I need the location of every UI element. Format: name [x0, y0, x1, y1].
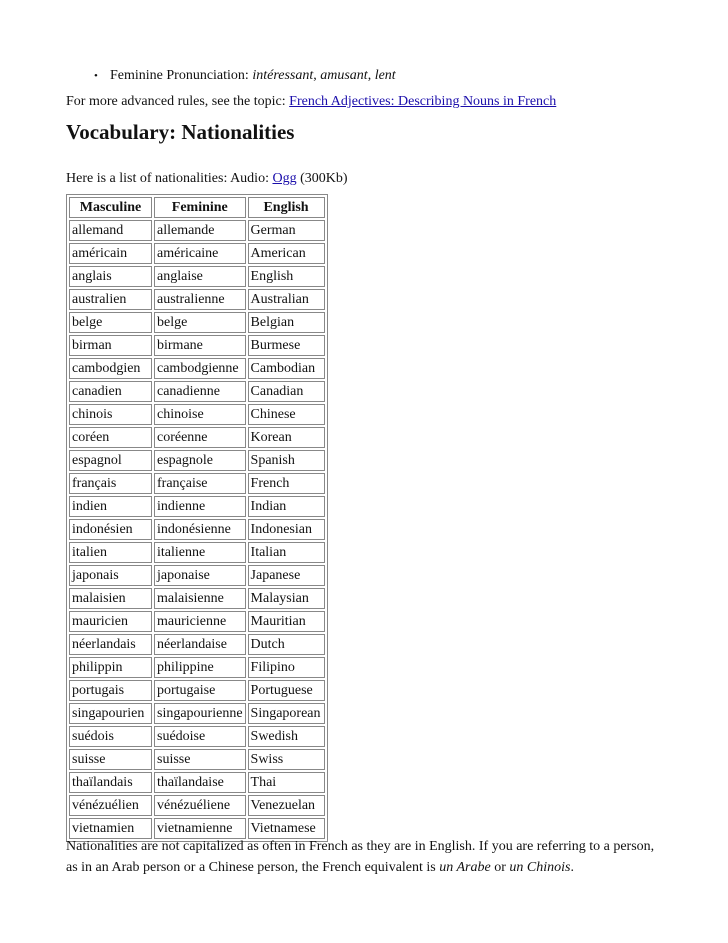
table-row — [69, 795, 325, 816]
table-row — [69, 335, 325, 356]
english-cell: American — [248, 243, 325, 264]
english-cell: Japanese — [248, 565, 325, 586]
audio-ogg-link[interactable]: Ogg — [272, 171, 297, 186]
word-2: amusant — [320, 68, 368, 83]
table-row — [69, 772, 325, 793]
masculine-cell: thaïlandais — [69, 772, 152, 793]
table-row — [69, 749, 325, 770]
masculine-cell: indien — [69, 496, 152, 517]
feminine-cell: vénézuéliene — [154, 795, 246, 816]
advanced-rules-line — [66, 94, 556, 110]
table-row — [69, 243, 325, 264]
table-row — [69, 611, 325, 632]
feminine-cell: singapourienne — [154, 703, 246, 724]
audio-size: (300Kb) — [296, 171, 348, 186]
nationalities-table — [66, 194, 328, 842]
table-row — [69, 289, 325, 310]
table-row — [69, 726, 325, 747]
english-cell: Korean — [248, 427, 325, 448]
english-cell: Burmese — [248, 335, 325, 356]
feminine-cell: indienne — [154, 496, 246, 517]
masculine-cell: mauricien — [69, 611, 152, 632]
masculine-cell: belge — [69, 312, 152, 333]
english-cell: Singaporean — [248, 703, 325, 724]
english-cell: Thai — [248, 772, 325, 793]
english-cell: Dutch — [248, 634, 325, 655]
table-row — [69, 657, 325, 678]
english-cell: Swiss — [248, 749, 325, 770]
feminine-cell: indonésienne — [154, 519, 246, 540]
table-row — [69, 266, 325, 287]
english-cell: Swedish — [248, 726, 325, 747]
outro-example-1: un Arabe — [439, 860, 491, 875]
feminine-cell: suisse — [154, 749, 246, 770]
masculine-cell: portugais — [69, 680, 152, 701]
masculine-cell: anglais — [69, 266, 152, 287]
outro-text: Nationalities are not capitalized as often in French as they are in English. If you are referring to a person, as in an Arab person or a Chinese person, the French equivalent is — [66, 839, 655, 875]
table-row — [69, 588, 325, 609]
advanced-text: For more advanced rules, see the topic: — [66, 94, 290, 109]
english-cell: Spanish — [248, 450, 325, 471]
feminine-cell: vietnamienne — [154, 818, 246, 839]
feminine-cell: néerlandaise — [154, 634, 246, 655]
feminine-cell: anglaise — [154, 266, 246, 287]
english-cell: Italian — [248, 542, 325, 563]
english-cell: Venezuelan — [248, 795, 325, 816]
masculine-cell: chinois — [69, 404, 152, 425]
table-row — [69, 450, 325, 471]
english-cell: German — [248, 220, 325, 241]
feminine-cell: birmane — [154, 335, 246, 356]
masculine-cell: philippin — [69, 657, 152, 678]
feminine-cell: portugaise — [154, 680, 246, 701]
section-heading: Vocabulary: Nationalities — [66, 120, 295, 144]
table-row — [69, 703, 325, 724]
masculine-cell: canadien — [69, 381, 152, 402]
masculine-cell: français — [69, 473, 152, 494]
masculine-cell: néerlandais — [69, 634, 152, 655]
outro-mid: or — [490, 860, 510, 875]
header-feminine: Feminine — [154, 197, 246, 218]
advanced-link[interactable]: French Adjectives: Describing Nouns in French — [289, 94, 557, 109]
masculine-cell: malaisien — [69, 588, 152, 609]
feminine-cell: coréenne — [154, 427, 246, 448]
bullet-icon: • — [94, 70, 98, 82]
pronunciation-bullet: • Feminine Pronunciation: intéressant, amusant, lent — [94, 68, 396, 83]
masculine-cell: suisse — [69, 749, 152, 770]
english-cell: Chinese — [248, 404, 325, 425]
table-row — [69, 427, 325, 448]
feminine-cell: australienne — [154, 289, 246, 310]
closing-paragraph — [66, 836, 666, 878]
english-cell: Indian — [248, 496, 325, 517]
feminine-cell: espagnole — [154, 450, 246, 471]
masculine-cell: birman — [69, 335, 152, 356]
english-cell: Vietnamese — [248, 818, 325, 839]
feminine-cell: philippine — [154, 657, 246, 678]
table-body — [69, 220, 325, 839]
feminine-cell: belge — [154, 312, 246, 333]
english-cell: French — [248, 473, 325, 494]
intro-line — [66, 171, 348, 187]
word-3: lent — [374, 68, 396, 83]
feminine-cell: suédoise — [154, 726, 246, 747]
feminine-cell: allemande — [154, 220, 246, 241]
masculine-cell: vietnamien — [69, 818, 152, 839]
table-row — [69, 358, 325, 379]
bullet-prefix: Feminine Pronunciation: — [110, 68, 253, 83]
table-row — [69, 473, 325, 494]
english-cell: English — [248, 266, 325, 287]
masculine-cell: indonésien — [69, 519, 152, 540]
masculine-cell: italien — [69, 542, 152, 563]
header-english: English — [248, 197, 325, 218]
feminine-cell: malaisienne — [154, 588, 246, 609]
outro-example-2: un Chinois — [509, 860, 571, 875]
table-row — [69, 519, 325, 540]
table-row — [69, 312, 325, 333]
table-row — [69, 404, 325, 425]
english-cell: Belgian — [248, 312, 325, 333]
english-cell: Filipino — [248, 657, 325, 678]
feminine-cell: française — [154, 473, 246, 494]
feminine-cell: mauricienne — [154, 611, 246, 632]
english-cell: Australian — [248, 289, 325, 310]
masculine-cell: allemand — [69, 220, 152, 241]
masculine-cell: vénézuélien — [69, 795, 152, 816]
feminine-cell: japonaise — [154, 565, 246, 586]
table-row — [69, 565, 325, 586]
table-row — [69, 634, 325, 655]
feminine-cell: chinoise — [154, 404, 246, 425]
masculine-cell: japonais — [69, 565, 152, 586]
table-row — [69, 496, 325, 517]
masculine-cell: australien — [69, 289, 152, 310]
english-cell: Indonesian — [248, 519, 325, 540]
masculine-cell: coréen — [69, 427, 152, 448]
english-cell: Malaysian — [248, 588, 325, 609]
table-row — [69, 381, 325, 402]
masculine-cell: cambodgien — [69, 358, 152, 379]
header-masculine: Masculine — [69, 197, 152, 218]
table-row — [69, 220, 325, 241]
outro-end: . — [570, 860, 574, 875]
table-row — [69, 680, 325, 701]
feminine-cell: américaine — [154, 243, 246, 264]
english-cell: Mauritian — [248, 611, 325, 632]
masculine-cell: singapourien — [69, 703, 152, 724]
feminine-cell: thaïlandaise — [154, 772, 246, 793]
word-1: intéressant — [252, 68, 314, 83]
feminine-cell: italienne — [154, 542, 246, 563]
english-cell: Canadian — [248, 381, 325, 402]
table-row — [69, 542, 325, 563]
table-header-row — [69, 197, 325, 218]
masculine-cell: suédois — [69, 726, 152, 747]
english-cell: Portuguese — [248, 680, 325, 701]
masculine-cell: américain — [69, 243, 152, 264]
masculine-cell: espagnol — [69, 450, 152, 471]
feminine-cell: canadienne — [154, 381, 246, 402]
english-cell: Cambodian — [248, 358, 325, 379]
feminine-cell: cambodgienne — [154, 358, 246, 379]
intro-text: Here is a list of nationalities: Audio: — [66, 171, 273, 186]
